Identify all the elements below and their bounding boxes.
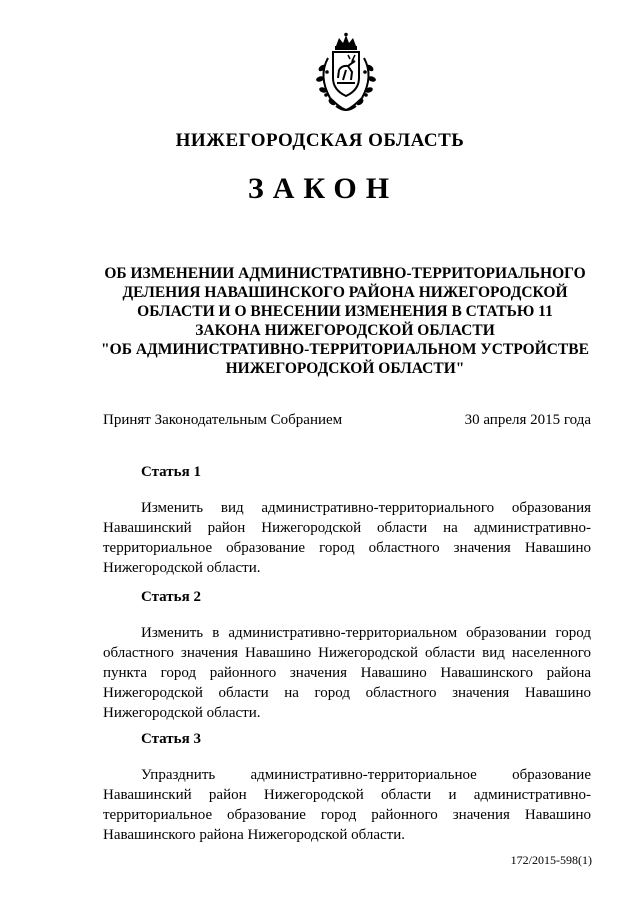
law-title-line: "ОБ АДМИНИСТРАТИВНО-ТЕРРИТОРИАЛЬНОМ УСТРОЙСТВЕ	[101, 341, 589, 358]
law-title	[90, 264, 600, 378]
document-type-heading: ЗАКОН	[247, 172, 399, 205]
adoption-line	[103, 412, 591, 429]
law-title-line: ОБЛАСТИ И О ВНЕСЕНИИ ИЗМЕНЕНИЯ В СТАТЬЮ 11	[137, 303, 553, 320]
article-line: территориальное образование город областного значения Навашино	[103, 540, 591, 556]
article-line: пункта город районного значения Навашино Навашинского района	[103, 665, 591, 681]
adopted-by: Принят Законодательным Собранием	[103, 412, 343, 428]
article-line: Изменить в административно-территориальном образовании город	[141, 625, 591, 641]
region-heading: НИЖЕГОРОДСКАЯ ОБЛАСТЬ	[175, 130, 465, 151]
article-line: Нижегородской области на город областного значения Навашино	[103, 685, 591, 701]
adoption-date: 30 апреля 2015 года	[464, 412, 591, 428]
article-line: областного значения Навашино Нижегородской области вид населенного	[103, 645, 591, 661]
article-line: Изменить вид административно-территориального образования	[141, 500, 591, 516]
article-line: Навашинский район Нижегородской области и административно-	[103, 787, 591, 803]
law-title-line: ЗАКОНА НИЖЕГОРОДСКОЙ ОБЛАСТИ	[195, 322, 495, 339]
article-line: Упразднить административно-территориальное образование	[141, 767, 591, 783]
article-2-text	[103, 623, 591, 723]
nizhny-novgorod-coat-of-arms-icon	[306, 32, 386, 114]
article-3-heading: Статья 3	[141, 731, 201, 747]
article-line: Нижегородской области.	[103, 560, 261, 576]
article-line: Нижегородской области.	[103, 705, 261, 721]
article-1-text	[103, 498, 591, 578]
law-title-line: ОБ ИЗМЕНЕНИИ АДМИНИСТРАТИВНО-ТЕРРИТОРИАЛЬНОГО	[104, 265, 586, 282]
law-title-line: ДЕЛЕНИЯ НАВАШИНСКОГО РАЙОНА НИЖЕГОРОДСКОЙ	[122, 284, 568, 301]
article-line: территориальное образование город районного значения Навашино	[103, 807, 591, 823]
law-title-line: НИЖЕГОРОДСКОЙ ОБЛАСТИ"	[225, 360, 465, 377]
article-2-heading: Статья 2	[141, 589, 201, 605]
article-line: Навашинского района Нижегородской области.	[103, 827, 405, 843]
article-1-heading: Статья 1	[141, 464, 201, 480]
article-line: Навашинский район Нижегородской области на административно-	[103, 520, 591, 536]
article-3-text	[103, 765, 591, 845]
document-number: 172/2015-598(1)	[510, 853, 592, 867]
